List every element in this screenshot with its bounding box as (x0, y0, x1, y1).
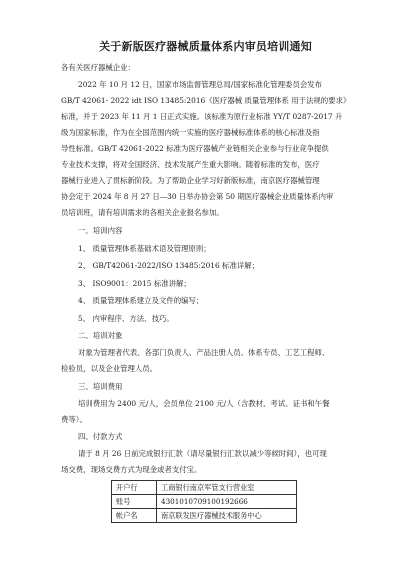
paragraph-line: 对象为管理者代表、各部门负责人、产品注册人员、体系专员、工艺工程师、 (78, 348, 330, 357)
paragraph-line: 请于 8 月 26 日前完成银行汇款（请尽量银行汇款以减少等候时间），也可现 (78, 449, 327, 458)
intro-line: 员培训班，请有培训需求的各相关企业报名参加。 (61, 208, 224, 217)
intro-line: GB/T 42061- 2022 idt ISO 13485:2016《医疗器械 质量管理体系 用于法规的要求》 (61, 96, 351, 105)
paragraph-line: 场交费，现场交费方式为现金或者支付宝。 (61, 465, 202, 474)
bank-info-table (111, 480, 297, 523)
table-row (112, 509, 297, 523)
list-item: 1、 质量管理体系基础术语及管理原则； (78, 244, 211, 253)
salutation: 各有关医疗器械企业： (61, 63, 135, 72)
table-row (112, 481, 297, 495)
intro-line: 器械行业进入了贯标新阶段。为了帮助企业学习好新版标准，南京医疗器械管理 (61, 176, 320, 185)
list-item: 3、 ISO9001：2015 标准讲解； (78, 279, 191, 288)
section-heading: 一、培训内容 (78, 226, 123, 235)
section-heading: 二、培训对象 (78, 331, 123, 340)
paragraph-line: 培训费用为 2400 元/人，会员单位 2100 元/人（含教材、考试、证书和午餐 (78, 399, 330, 408)
paragraph-line: 检验员，以及企业管理人员。 (61, 364, 158, 373)
intro-line: 专业技术支撑，将对全国经济、技术发展产生重大影响。随着标准的发布，医疗 (61, 160, 320, 169)
intro-line: 协会定于 2024 年 8 月 27 日—30 日举办协会第 50 期医疗器械企业质量体系内审 (61, 192, 334, 201)
intro-line: 标准，并于 2023 年 11 月 1 日正式实施。该标准为原行业标准 YY/T 0287-2017 升 (61, 112, 343, 121)
account-name-value: 南京联发医疗器械技术服务中心 (157, 509, 297, 523)
table-row (112, 495, 297, 509)
bank-label: 开户行 (112, 481, 157, 495)
intro-line: 2022 年 10 月 12 日，国家市场监督管理总局/国家标准化管理委员会发布 (78, 80, 323, 89)
list-item: 5、 内审程序、方法、技巧。 (78, 314, 174, 323)
account-value: 4301010709100192666 (157, 495, 297, 509)
intro-line: 导性标准。GB/T 42061-2022 标准为医疗器械产业链相关企业参与行业竞争提供 (61, 144, 329, 153)
document-title: 关于新版医疗器械质量体系内审员培训通知 (99, 40, 312, 53)
account-name-label: 帐户名 (112, 509, 157, 523)
section-heading: 三、培训费用 (78, 382, 123, 391)
list-item: 2、 GB/T42061-2022/ISO 13485:2016 标准详解； (78, 261, 260, 270)
list-item: 4、 质量管理体系建立及文件的编写； (78, 296, 204, 305)
intro-line: 级为国家标准，作为在全国范围内统一实施的医疗器械标准体系的核心标准及指 (61, 128, 320, 137)
section-heading: 四、付款方式 (78, 432, 123, 441)
paragraph-line: 费等）。 (61, 415, 87, 424)
bank-value: 工商银行南京军管支行营业室 (157, 481, 297, 495)
account-label: 账号 (112, 495, 157, 509)
